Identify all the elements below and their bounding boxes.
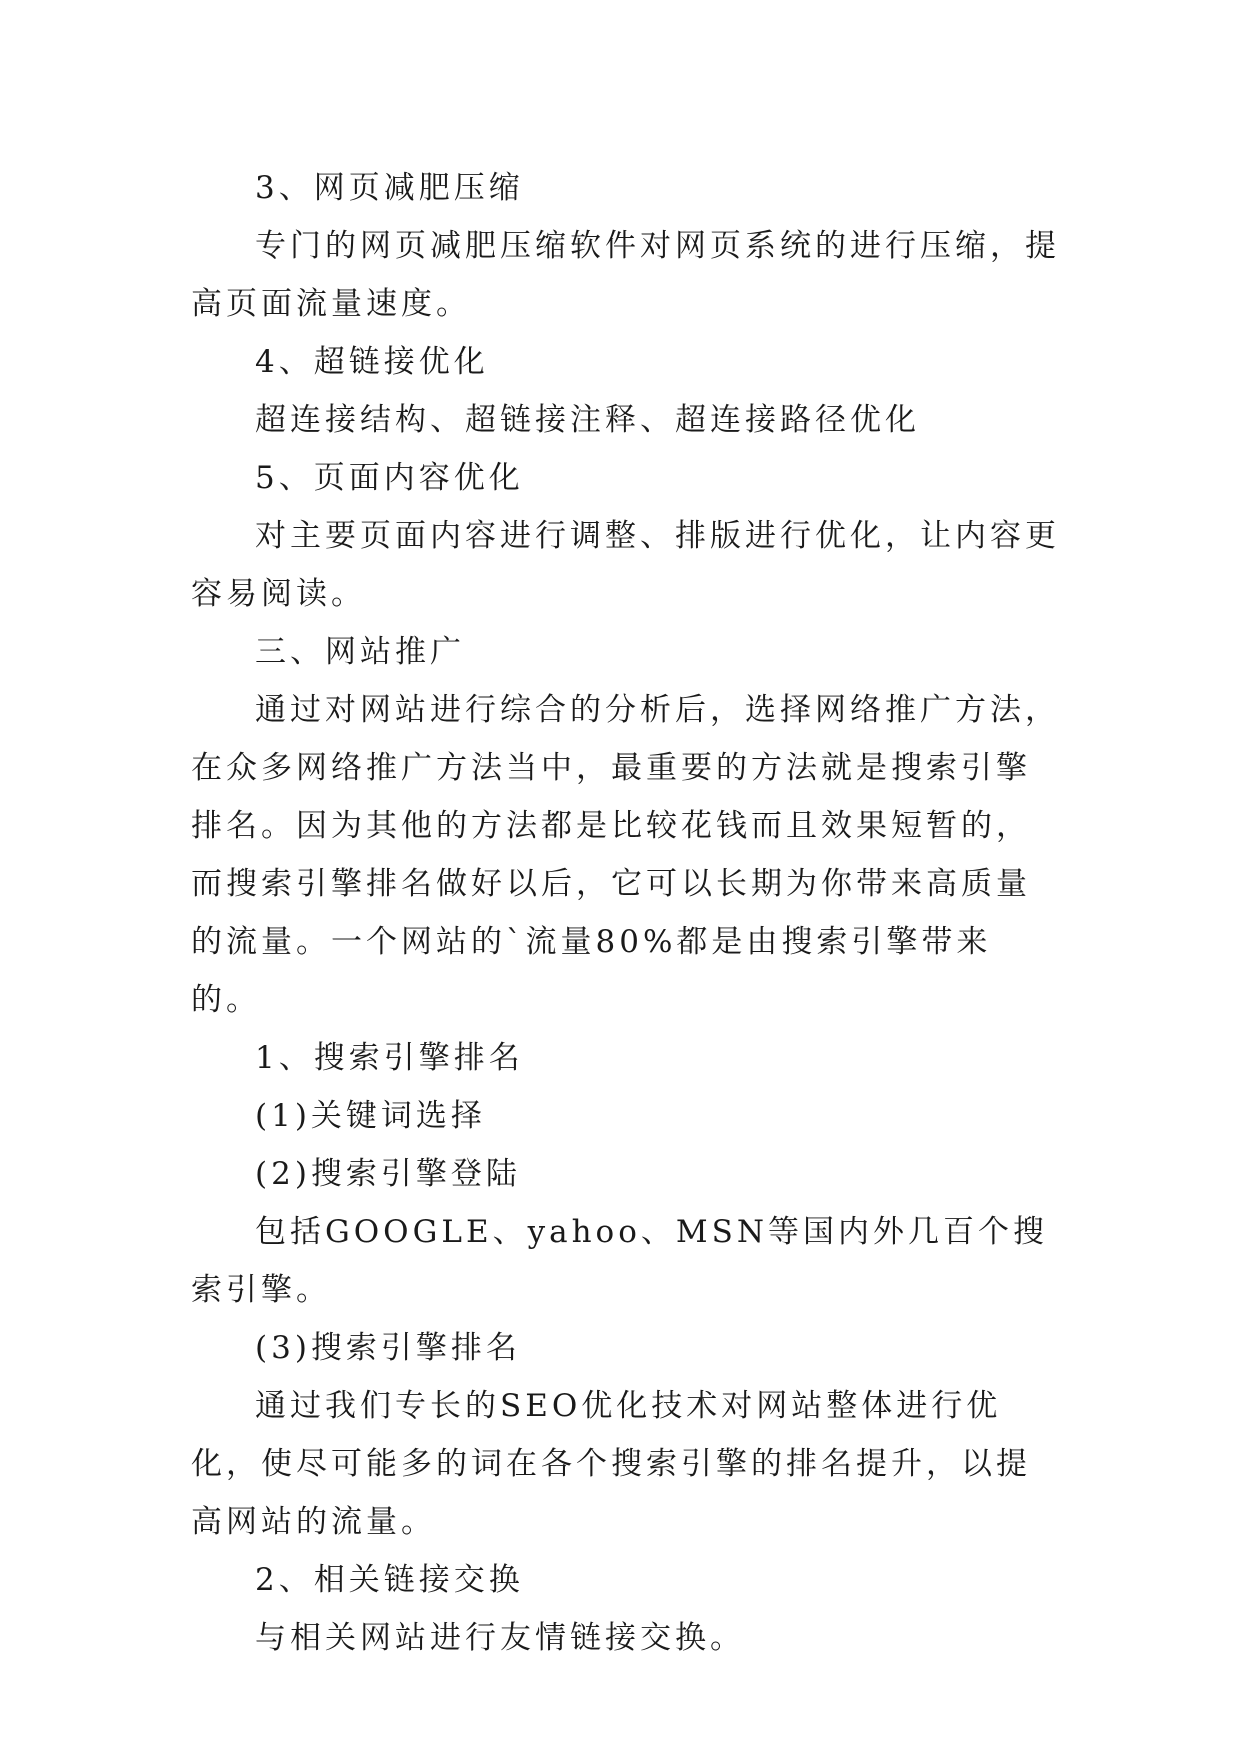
- sub-item: (3)搜索引擎排名: [255, 1330, 521, 1366]
- paragraph: 超连接结构、超链接注释、超连接路径优化: [255, 402, 920, 438]
- paragraph: 专门的网页减肥压缩软件对网页系统的进行压缩，提高页面流量速度。: [191, 228, 1060, 322]
- document-body: [191, 159, 1061, 1667]
- paragraph: 通过对网站进行综合的分析后，选择网络推广方法，在众多网络推广方法当中，最重要的方法就是搜索引擎排名。因为其他的方法都是比较花钱而且效果短暂的，而搜索引擎排名做好以后，它可以长期为你带来高质量的流量。一个网站的`流量80%都是由搜索引擎带来的。: [191, 692, 1060, 1018]
- paragraph: 对主要页面内容进行调整、排版进行优化，让内容更容易阅读。: [191, 518, 1060, 612]
- sub-item: (1)关键词选择: [255, 1098, 486, 1134]
- paragraph: 通过我们专长的SEO优化技术对网站整体进行优化，使尽可能多的词在各个搜索引擎的排名提升，以提高网站的流量。: [191, 1388, 1031, 1540]
- section-heading: 2、相关链接交换: [255, 1562, 524, 1598]
- paragraph: 包括GOOGLE、yahoo、MSN等国内外几百个搜索引擎。: [191, 1214, 1048, 1308]
- sub-item: (2)搜索引擎登陆: [255, 1156, 521, 1192]
- section-heading: 3、网页减肥压缩: [255, 170, 524, 206]
- section-heading: 1、搜索引擎排名: [255, 1040, 524, 1076]
- paragraph: 与相关网站进行友情链接交换。: [255, 1620, 745, 1656]
- section-heading: 4、超链接优化: [255, 344, 489, 380]
- chapter-heading: 三、网站推广: [255, 634, 465, 670]
- section-heading: 5、页面内容优化: [255, 460, 524, 496]
